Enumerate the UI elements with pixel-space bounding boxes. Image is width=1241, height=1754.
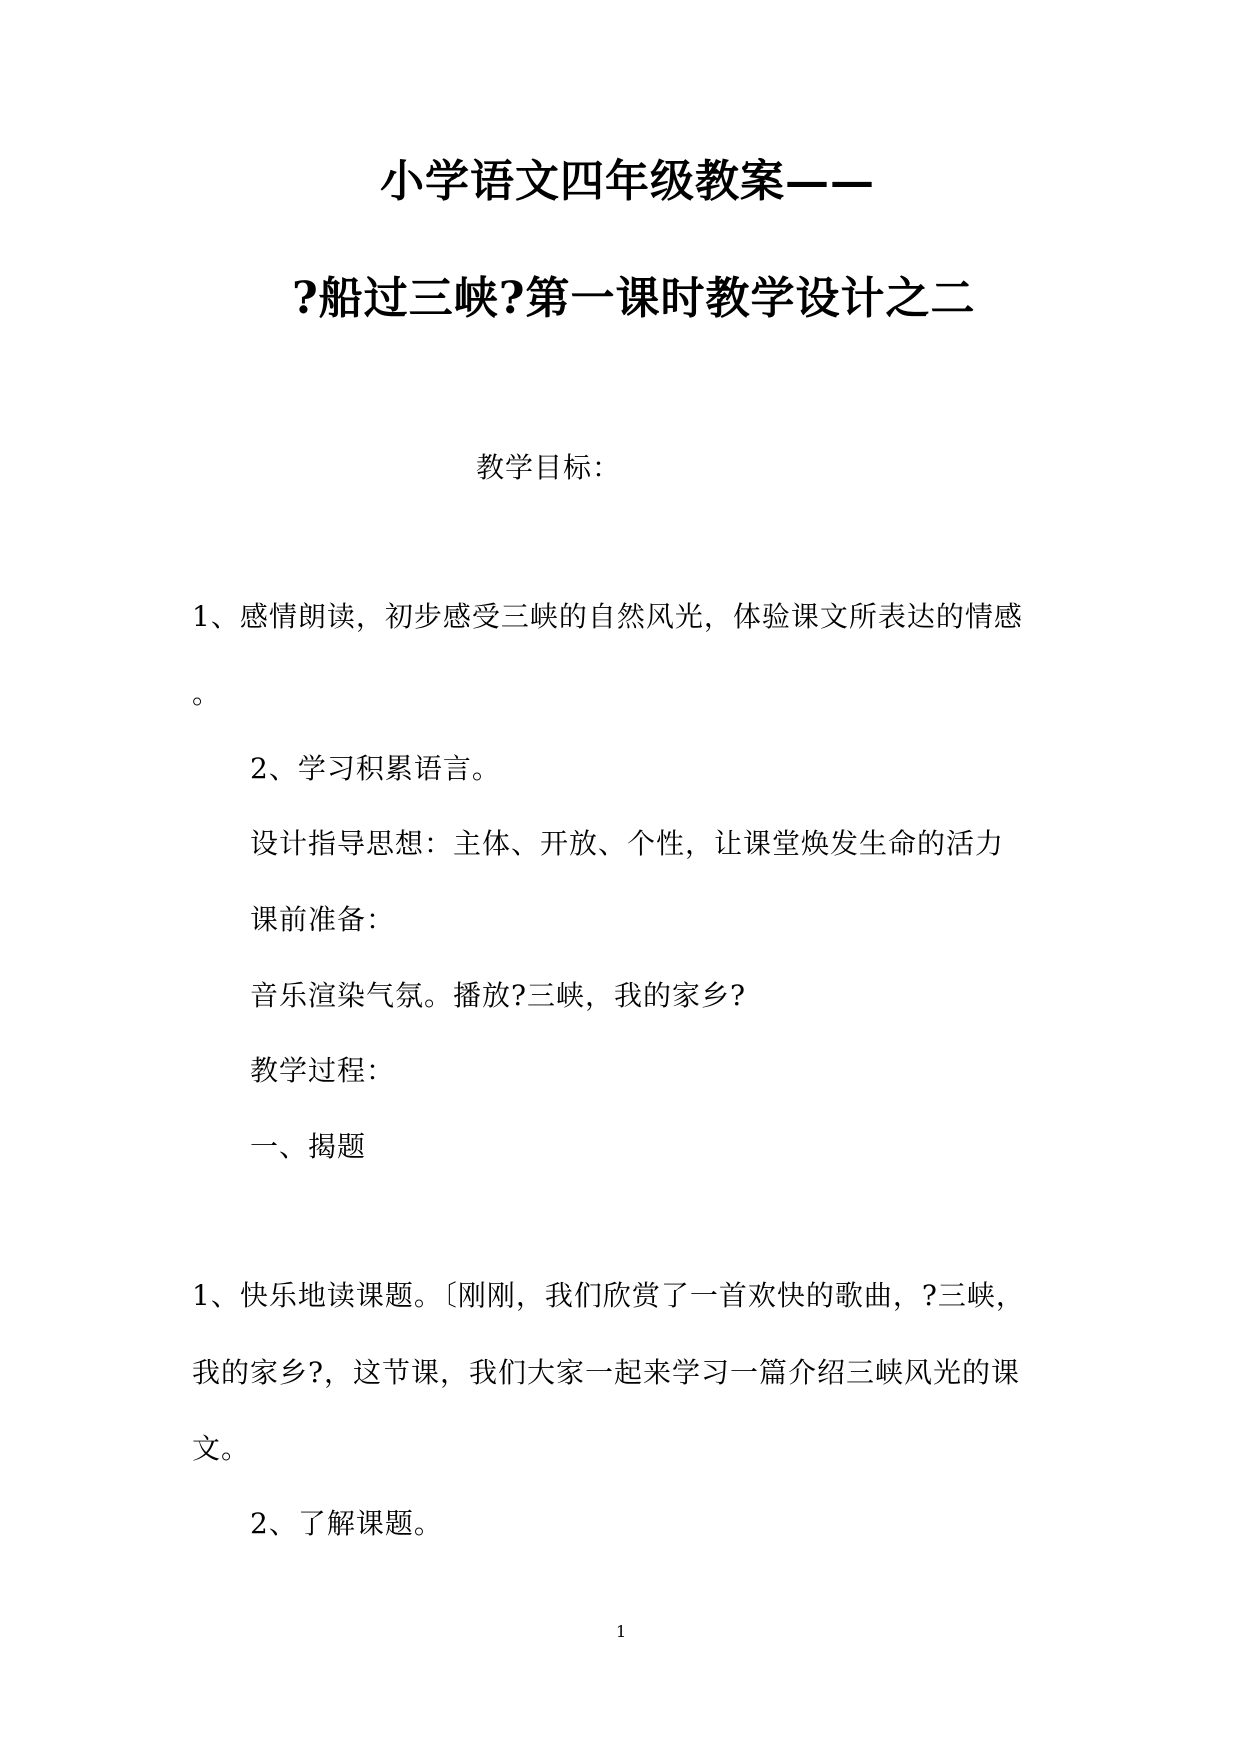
step-1-paragraph-line-2: 我的家乡?，这节课，我们大家一起来学习一篇介绍三峡风光的课 [192, 1356, 1021, 1389]
step-1-paragraph-line-3: 文。 [192, 1432, 251, 1465]
step-heading-1: 一、揭题 [250, 1130, 367, 1163]
objective-1-continuation: 。 [192, 677, 222, 710]
preparation-text: 音乐渲染气氛。播放?三峡，我的家乡? [250, 979, 747, 1012]
section-heading-objectives: 教学目标： [476, 451, 622, 484]
step-2: 2、了解课题。 [250, 1507, 443, 1540]
design-philosophy: 设计指导思想：主体、开放、个性，让课堂焕发生命的活力 [250, 827, 1005, 860]
step-1-paragraph-line-1: 1、快乐地读课题。〔刚刚，我们欣赏了一首欢快的歌曲，?三峡， [192, 1279, 1025, 1312]
section-heading-preparation: 课前准备： [250, 903, 396, 936]
objective-1: 1、感情朗读，初步感受三峡的自然风光，体验课文所表达的情感 [192, 600, 1023, 633]
title-line-2: ?船过三峡?第一课时教学设计之二 [292, 273, 976, 324]
page-number: 1 [616, 1622, 627, 1641]
title-line-1: 小学语文四年级教案—— [380, 156, 875, 207]
section-heading-process: 教学过程： [250, 1054, 396, 1087]
objective-2: 2、学习积累语言。 [250, 752, 501, 785]
